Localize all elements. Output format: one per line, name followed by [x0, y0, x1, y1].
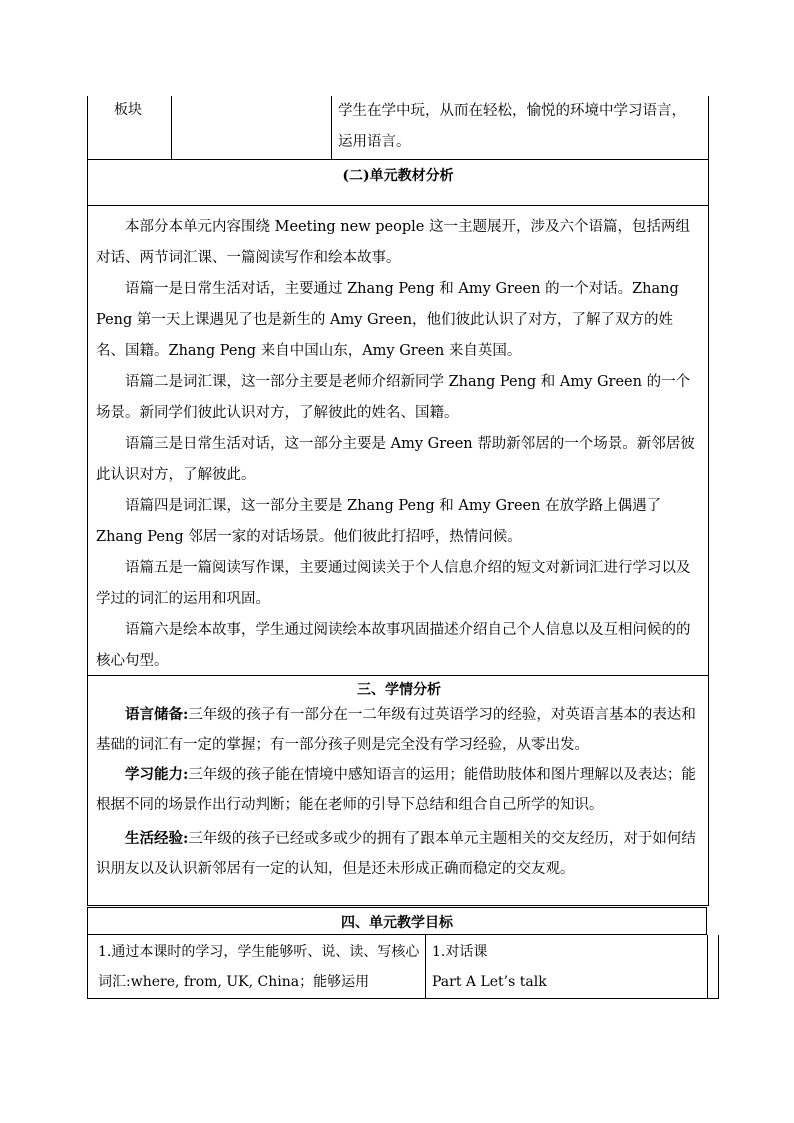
learner-item-text: 三年级的孩子能在情境中感知语言的运用；能借助肢体和图片理解以及表达；能根据不同的场景作出行动判断；能在老师的引导下总结和组合自己所学的知识。 — [96, 767, 696, 813]
section-label: 板块 — [88, 96, 172, 159]
analysis-paragraph: 语篇四是词汇课，这一部分主要是 Zhang Peng 和 Amy Green 在放学路上偶遇了 Zhang Peng 邻居一家的对话场景。他们彼此打招呼，热情问候。 — [96, 498, 662, 545]
analysis-paragraph: 语篇六是绘本故事，学生通过阅读绘本故事巩固描述介绍自己个人信息以及互相问候的的核心句型。 — [96, 622, 691, 669]
analysis-paragraph: 语篇二是词汇课，这一部分主要是老师介绍新同学 Zhang Peng 和 Amy Green 的一个场景。新同学们彼此认识对方，了解彼此的姓名、国籍。 — [96, 374, 691, 421]
learner-item-label: 语言储备: — [125, 706, 189, 723]
goals-extra-cell — [708, 935, 718, 998]
learner-analysis — [88, 675, 708, 905]
learner-analysis-title: 三、学情分析 — [357, 682, 441, 698]
goals-right-cell — [426, 935, 708, 998]
analysis-table — [87, 96, 709, 906]
learner-item — [96, 700, 702, 760]
analysis-paragraph: 本部分本单元内容围绕 Meeting new people 这一主题展开，涉及六个语篇，包括两组对话、两节词汇课、一篇阅读写作和绘本故事。 — [96, 219, 690, 266]
goals-left-cell: 1.通过本课时的学习，学生能够听、说、读、写核心词汇:where, from, UK, China；能够运用 — [88, 935, 426, 998]
learner-item-label: 生活经验: — [125, 830, 189, 847]
analysis-paragraph: 语篇五是一篇阅读写作课，主要通过阅读关于个人信息介绍的短文对新词汇进行学习以及学过的词汇的运用和巩固。 — [96, 560, 691, 607]
table-row-continuation — [88, 96, 708, 159]
empty-cell — [172, 96, 332, 159]
analysis-paragraph: 语篇一是日常生活对话，主要通过 Zhang Peng 和 Amy Green 的一个对话。Zhang Peng 第一天上课遇见了也是新生的 Amy Green，他们彼此认识了对方，了解了双方的姓名、国籍。Zhang Peng 来自中国山东，Amy Green 来自英国。 — [96, 281, 679, 359]
learner-item-text: 三年级的孩子有一部分在一二年级有过英语学习的经验，对英语言基本的表达和基础的词汇有一定的掌握；有一部分孩子则是完全没有学习经验，从零出发。 — [96, 707, 696, 753]
section-description: 学生在学中玩，从而在轻松，愉悦的环境中学习语言，运用语言。 — [338, 103, 686, 150]
analysis-paragraph: 语篇三是日常生活对话，这一部分主要是 Amy Green 帮助新邻居的一个场景。新邻居彼此认识对方，了解彼此。 — [96, 436, 695, 483]
goals-lesson-type: 1.对话课 — [432, 944, 488, 960]
goals-lesson-part: Part A Let’s talk — [432, 974, 547, 990]
analysis-body — [88, 205, 708, 675]
table-row-analysis-title — [88, 159, 708, 205]
goals-row — [87, 935, 719, 999]
learner-item-label: 学习能力: — [125, 766, 189, 783]
learner-item — [96, 824, 702, 884]
analysis-title: (二)单元教材分析 — [342, 168, 454, 184]
learner-item — [96, 760, 702, 820]
learner-item-text: 三年级的孩子已经或多或少的拥有了跟本单元主题相关的交友经历，对于如何结识朋友以及认识新邻居有一定的认知，但是还未形成正确而稳定的交友观。 — [96, 831, 696, 877]
goals-title: 四、单元教学目标 — [87, 907, 707, 935]
goals-table — [87, 907, 707, 999]
